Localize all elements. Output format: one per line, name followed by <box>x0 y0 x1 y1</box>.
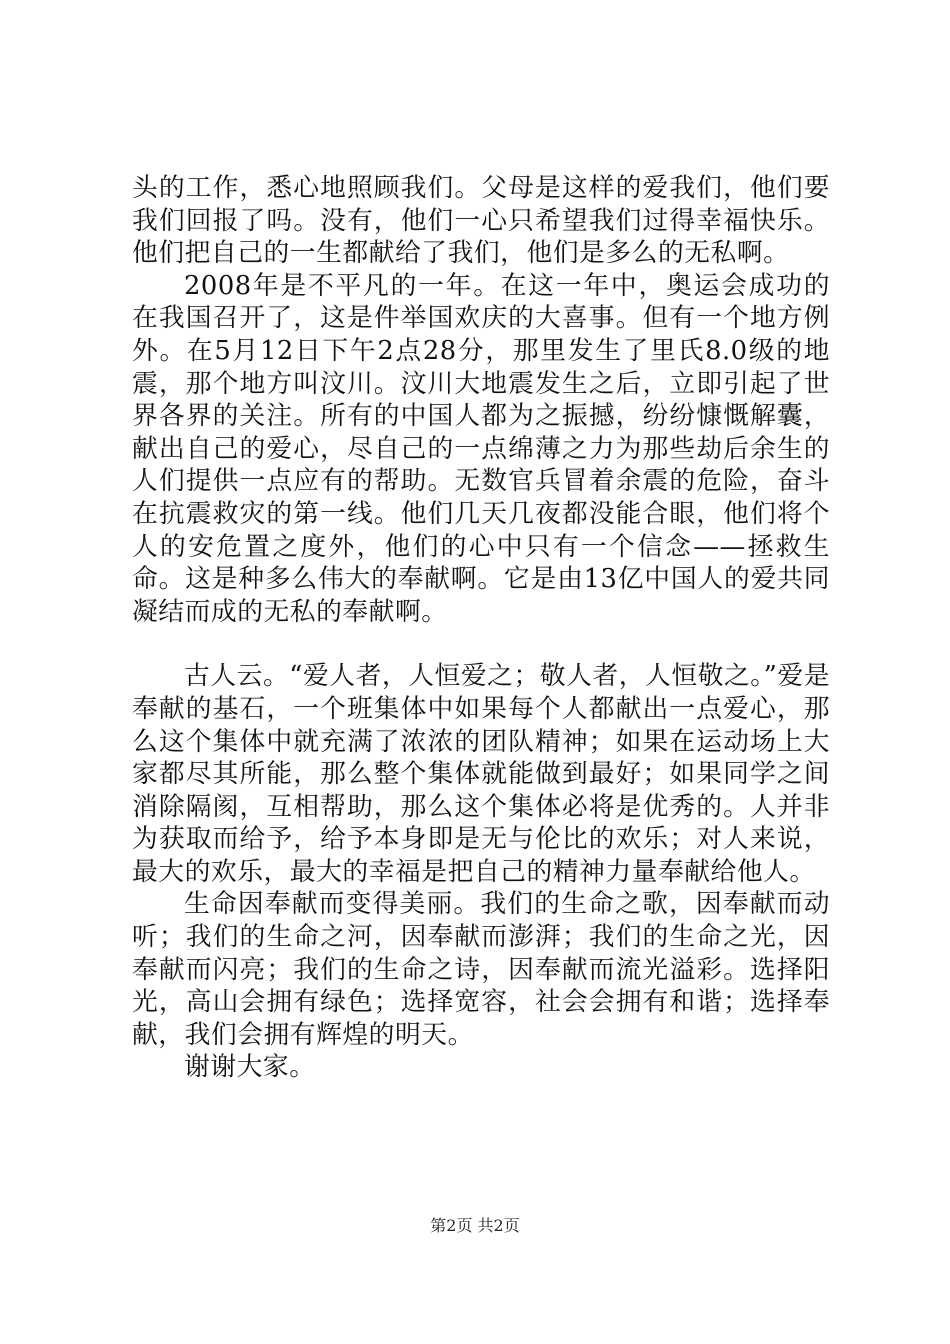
paragraph-wenchuan-earthquake: 2008年是不平凡的一年。在这一年中，奥运会成功的在我国召开了，这是件举国欢庆的大喜事。但有一个地方例外。在5月12日下午2点28分，那里发生了里氏8.0级的地震，那个地方叫汶川。汶川大地震发生之后，立即引起了世界各界的关注。所有的中国人都为之振撼，纷纷慷慨解囊，献出自己的爱心，尽自己的一点绵薄之力为那些劫后余生的人们提供一点应有的帮助。无数官兵冒着余震的危险，奋斗在抗震救灾的第一线。他们几天几夜都没能合眼，他们将个人的安危置之度外，他们的心中只有一个信念——拯救生命。这是种多么伟大的奉献啊。它是由13亿中国人的爱共同凝结而成的无私的奉献啊。 <box>132 270 830 627</box>
paragraph-continuation: 头的工作，悉心地照顾我们。父母是这样的爱我们，他们要我们回报了吗。没有，他们一心只希望我们过得幸福快乐。他们把自己的一生都献给了我们，他们是多么的无私啊。 <box>132 173 830 269</box>
document-body <box>132 172 830 1084</box>
paragraph-ancient-saying: 古人云。“爱人者，人恒爱之；敬人者，人恒敬之。”爱是奉献的基石，一个班集体中如果每个人都献出一点爱心，那么这个集体中就充满了浓浓的团队精神；如果在运动场上大家都尽其所能，那么整个集体就能做到最好；如果同学之间消除隔阂，互相帮助，那么这个集体必将是优秀的。人并非为获取而给予，给予本身即是无与伦比的欢乐；对人来说，最大的欢乐，最大的幸福是把自己的精神力量奉献给他人。 <box>132 661 830 887</box>
paragraph-life-dedication: 生命因奉献而变得美丽。我们的生命之歌，因奉献而动听；我们的生命之河，因奉献而澎湃；我们的生命之光，因奉献而闪亮；我们的生命之诗，因奉献而流光溢彩。选择阳光，高山会拥有绿色；选择宽容，社会会拥有和谐；选择奉献，我们会拥有辉煌的明天。 <box>132 889 830 1050</box>
page-number-footer: 第2页 共2页 <box>430 1216 520 1235</box>
paragraph-thanks: 谢谢大家。 <box>184 1052 316 1083</box>
